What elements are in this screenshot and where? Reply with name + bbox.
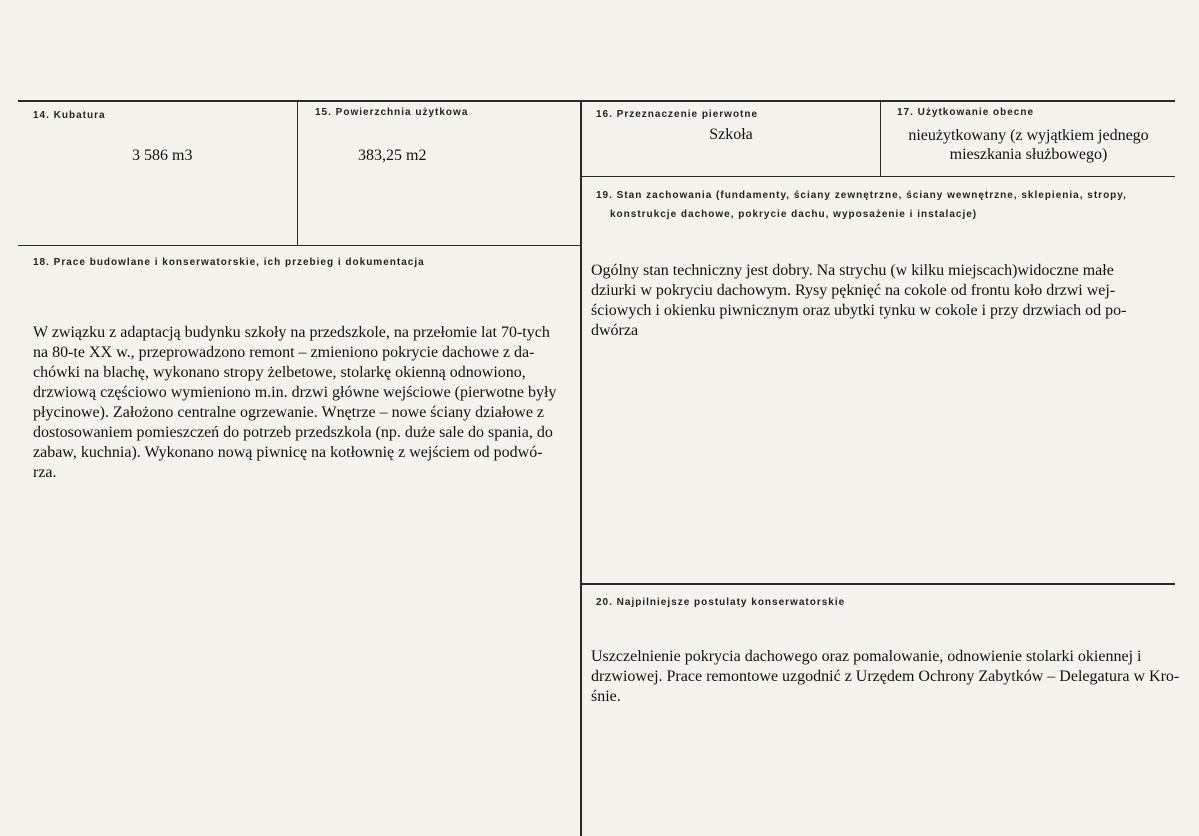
field-18-label: 18. Prace budowlane i konserwatorskie, ich przebieg i dokumentacja [33, 257, 425, 268]
field-14-label: 14. Kubatura [33, 110, 106, 121]
field-16-label: 16. Przeznaczenie pierwotne [596, 109, 759, 120]
rule-above-20 [581, 583, 1175, 585]
field-18-line: płycinowe). Założono centralne ogrzewanie. Wnętrze – nowe ściany działowe z [33, 404, 545, 421]
field-18-line: dostosowaniem pomieszczeń do potrzeb przedszkola (np. duże sale do spania, do [33, 424, 553, 441]
field-15-value: 383,25 m2 [358, 147, 427, 164]
field-14-value: 3 586 m3 [132, 147, 193, 164]
field-20-line: Uszczelnienie pokrycia dachowego oraz pomalowanie, odnowienie stolarki okiennej i [591, 648, 1142, 665]
field-19-label-line-1: 19. Stan zachowania (fundamenty, ściany zewnętrzne, ściany wewnętrzne, sklepienia, stropy, [596, 190, 1127, 201]
field-18-text [33, 323, 579, 483]
field-18-line: chówki na blachę, wykonano stropy żelbetowe, stolarkę okienną odnowiono, [33, 364, 526, 381]
field-17-value-line-1: nieużytkowany (z wyjątkiem jednego [908, 127, 1149, 144]
field-18-line: drzwiową częściowo wymieniono m.in. drzwi główne wejściowe (pierwotne były [33, 384, 557, 401]
field-17-label: 17. Użytkowanie obecne [897, 107, 1035, 118]
field-18-line: na 80-te XX w., przeprowadzono remont – zmieniono pokrycie dachowe z da- [33, 344, 535, 361]
main-vertical-divider [580, 101, 582, 836]
field-19-line: dziurki w pokryciu dachowym. Rysy pęknięć na cokole od frontu koło drzwi wej- [591, 282, 1116, 299]
field-20-label: 20. Najpilniejsze postulaty konserwatorskie [596, 597, 846, 608]
field-20-text [591, 647, 1181, 707]
divider-16-17 [880, 101, 881, 177]
rule-above-18 [18, 245, 581, 246]
field-19-line: dwórza [591, 322, 639, 339]
field-15-label: 15. Powierzchnia użytkowa [315, 107, 469, 118]
field-19-label [596, 186, 1166, 224]
field-17-value-line-2: mieszkania służbowego) [949, 146, 1108, 163]
field-20-line: śnie. [591, 688, 621, 705]
field-18-line: zabaw, kuchnia). Wykonano nową piwnicę na kotłownię z wejściem od podwó- [33, 444, 543, 461]
field-20-line: drzwiowej. Prace remontowe uzgodnić z Urzędem Ochrony Zabytków – Delegatura w Kro- [591, 668, 1180, 685]
field-19-label-line-2: konstrukcje dachowe, pokrycie dachu, wyposażenie i instalacje) [610, 209, 978, 220]
field-16-value: Szkoła [709, 126, 753, 143]
rule-below-16-17 [581, 176, 1175, 177]
field-19-line: ściowych i okienku piwnicznym oraz ubytki tynku w cokole i przy drzwiach od po- [591, 302, 1127, 319]
field-19-line: Ogólny stan techniczny jest dobry. Na strychu (w kilku miejscach)widoczne małe [591, 262, 1114, 279]
divider-14-15 [297, 101, 298, 246]
field-19-text [591, 261, 1181, 341]
top-rule [18, 100, 1175, 102]
field-18-line: rza. [33, 464, 57, 481]
field-18-line: W związku z adaptacją budynku szkoły na przedszkole, na przełomie lat 70-tych [33, 324, 550, 341]
